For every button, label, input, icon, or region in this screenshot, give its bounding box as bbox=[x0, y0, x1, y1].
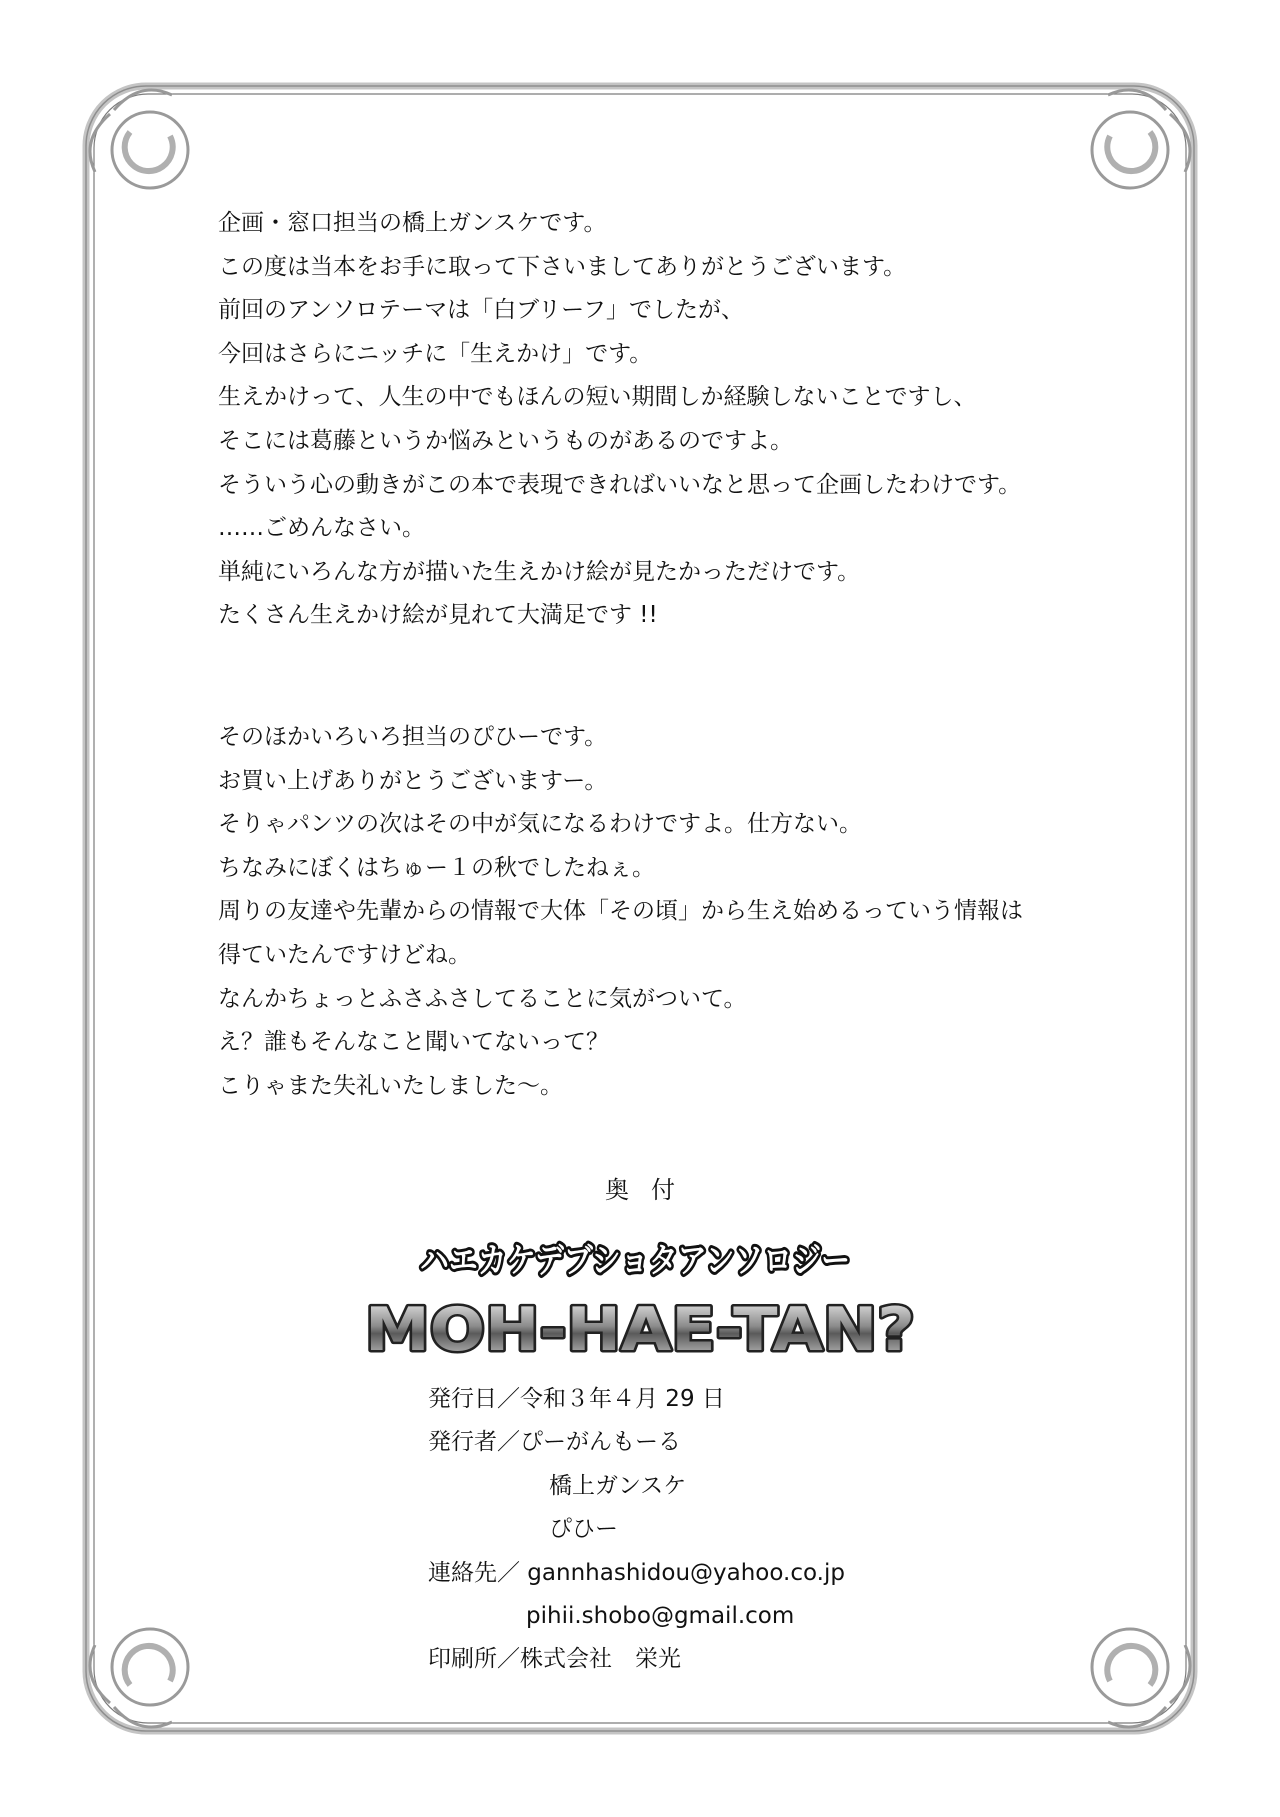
colophon-details bbox=[428, 1378, 845, 1682]
text-line: 企画・窓口担当の橋上ガンスケです。 bbox=[218, 210, 607, 236]
anthology-subtitle-text: ハエカケデブショタアンソロジー bbox=[420, 1241, 850, 1281]
anthology-subtitle-logo bbox=[410, 1232, 860, 1286]
publish-date: 発行日／令和３年４月 29 日 bbox=[428, 1386, 725, 1412]
text-line: この度は当本をお手に取って下さいましてありがとうございます。 bbox=[218, 253, 907, 280]
publisher-member: ぴひー bbox=[549, 1516, 618, 1543]
afterword-paragraph-pihii bbox=[218, 716, 1118, 1108]
text-line: 周りの友達や先輩からの情報で大体「その頃」から生え始めるっていう情報は bbox=[218, 898, 1023, 925]
text-line: 生えかけって、人生の中でもほんの短い期間しか経験しないことですし、 bbox=[218, 384, 977, 411]
text-line: たくさん生えかけ絵が見れて大満足です !! bbox=[218, 602, 658, 629]
publisher-member: 橋上ガンスケ bbox=[549, 1472, 687, 1499]
text-line: ……ごめんなさい。 bbox=[218, 515, 425, 542]
afterword-paragraph-gansuke bbox=[218, 202, 1118, 638]
title-logo bbox=[355, 1288, 925, 1368]
text-line: お買い上げありがとうございますー。 bbox=[218, 767, 608, 794]
text-line: 今回はさらにニッチに「生えかけ」です。 bbox=[218, 340, 653, 367]
title-logo-text: MOH-HAE-TAN? bbox=[365, 1295, 915, 1365]
text-line: なんかちょっとふさふさしてることに気がついて。 bbox=[218, 985, 747, 1012]
text-line: そこには葛藤というか悩みというものがあるのですよ。 bbox=[218, 427, 793, 454]
text-line: 得ていたんですけどね。 bbox=[218, 941, 471, 968]
text-line: そういう心の動きがこの本で表現できればいいなと思って企画したわけです。 bbox=[218, 471, 1022, 498]
publisher: 発行者／ぴーがんもーる bbox=[428, 1429, 681, 1456]
text-line: え？誰もそんなこと聞いてないって？ bbox=[218, 1029, 609, 1056]
contact-email-secondary: pihii.shobo@gmail.com bbox=[526, 1602, 795, 1629]
printer: 印刷所／株式会社 栄光 bbox=[428, 1646, 681, 1673]
contact-email: 連絡先／ gannhashidou@yahoo.co.jp bbox=[428, 1559, 845, 1586]
text-line: こりゃまた失礼いたしました～。 bbox=[218, 1072, 563, 1099]
text-line: 前回のアンソロテーマは「白ブリーフ」でしたが、 bbox=[218, 297, 745, 324]
colophon-heading: 奥付 bbox=[605, 1176, 697, 1204]
text-line: そのほかいろいろ担当のぴひーです。 bbox=[218, 724, 608, 750]
text-line: そりゃパンツの次はその中が気になるわけですよ。仕方ない。 bbox=[218, 811, 862, 838]
text-line: ちなみにぼくはちゅー１の秋でしたねぇ。 bbox=[218, 854, 655, 881]
text-line: 単純にいろんな方が描いた生えかけ絵が見たかっただけです。 bbox=[218, 558, 861, 585]
